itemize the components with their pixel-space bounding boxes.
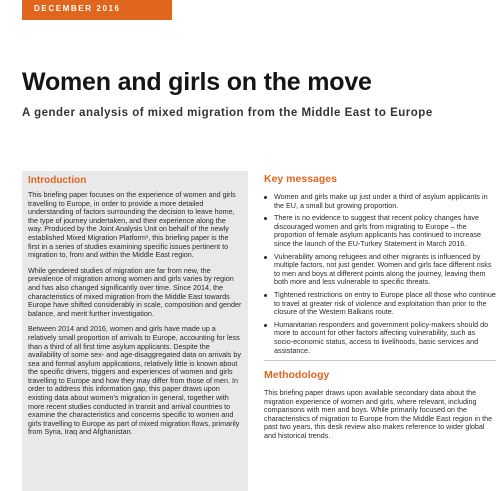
list-item	[264, 291, 496, 317]
bullet-icon	[264, 324, 267, 327]
bullet-icon	[264, 256, 267, 259]
key-message-text: Humanitarian responders and government policy-makers should do more to account for other factors affecting vulnerability, such as socio-economic status, access to livelihoods, basic services and assistance.	[274, 319, 489, 355]
list-item	[264, 193, 496, 210]
right-column	[264, 173, 496, 448]
page-subtitle: A gender analysis of mixed migration from the Middle East to Europe	[22, 107, 433, 119]
list-item	[264, 253, 496, 287]
bullet-icon	[264, 217, 267, 220]
introduction-heading: Introduction	[28, 175, 87, 186]
methodology-paragraph: This briefing paper draws upon available secondary data about the migration experience of women and girls, where relevant, including comparisons with men and boys. While primarily focused on the characteristics of migration to Europe from the Middle East region in the past two years, this desk review also makes reference to wider global and historical trends.	[264, 388, 493, 441]
publication-date: DECEMBER 2016	[34, 4, 121, 13]
bullet-icon	[264, 196, 267, 199]
list-item	[264, 321, 496, 355]
introduction-paragraph: Between 2014 and 2016, women and girls have made up a relatively small proportion of arrivals to Europe, accounting for less than a third of all first time asylum applicants. Despite the availability of some sex- and age-disaggregated data on arrivals by sea and formal asylum applications, relatively little is known about the specific drivers, triggers and experiences of women and girls travelling to Europe and how they may differ from those of men. In order to address this information gap, this paper draws upon existing data about women's migration in general, together with more recent studies conducted in transit and arrival countries to examine the characteristics and concerns specific to women and girls travelling to Europe as part of mixed migration flows, primarily from Syria, Iraq and Afghanistan.	[28, 324, 241, 437]
introduction-paragraph: While gendered studies of migration are far from new, the prevalence of migration among women and girls varies by region and has also changed significantly over time. Since 2014, the characteristics of mixed migration from the Middle East towards Europe have shifted considerably in scale, composition and gender balance, and merit further investigation.	[28, 265, 242, 318]
methodology-section	[264, 369, 496, 441]
key-message-text: Vulnerability among refugees and other migrants is influenced by multiple factors, not just gender. Women and girls face different risks to men and boys at different points along the journey, leaving them both more and less vulnerable to specific threats.	[274, 251, 492, 287]
methodology-heading: Methodology	[264, 369, 330, 382]
introduction-panel	[22, 171, 248, 491]
list-item	[264, 214, 496, 248]
page-title: Women and girls on the move	[22, 68, 372, 96]
key-messages-heading: Key messages	[264, 173, 337, 185]
key-message-text: There is no evidence to suggest that recent policy changes have discouraged women and girls from migrating to Europe – the proportion of female asylum applicants has continued to increase since the launch of the EU-Turkey Statement in March 2016.	[274, 213, 481, 248]
introduction-paragraph: This briefing paper focuses on the experience of women and girls travelling to Europe, in order to provide a more detailed understanding of factors surrounding the decision to leave home, the type of journey undertaken, and their experience along the way. Produced by the Joint Analysis Unit on behalf of the newly established Mixed Migration Platform¹, this briefing paper is the first in a series of studies examining specific issues pertinent to migration to, from and within the Middle East region.	[28, 190, 236, 260]
key-message-text: Tightened restrictions on entry to Europe place all those who continue to travel at greater risk of violence and exploitation than prior to the closure of the Western Balkans route.	[274, 289, 496, 317]
section-divider	[264, 360, 496, 361]
bullet-icon	[264, 294, 267, 297]
date-banner	[22, 0, 172, 20]
key-messages-list	[264, 193, 496, 355]
key-message-text: Women and girls make up just under a third of asylum applicants in the EU, a small but growing proportion.	[274, 192, 488, 210]
